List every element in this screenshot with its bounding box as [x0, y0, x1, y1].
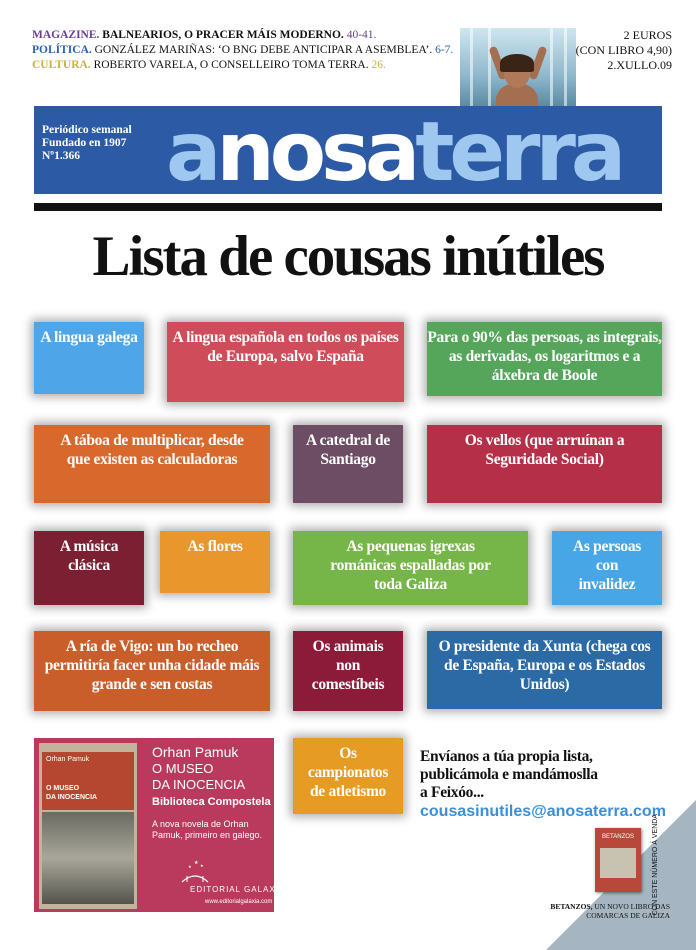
list-item: As flores: [160, 531, 270, 593]
book-cover-title: [46, 784, 97, 802]
cta-line: publicámola e mandámoslla: [420, 766, 598, 783]
publisher-logo-icon: [178, 858, 212, 884]
promo-side-text: CON ESTE NÚMERO Á VENDA: [652, 814, 659, 916]
price-with-book: (CON LIBRO 4,90): [575, 43, 672, 57]
main-headline: Lista de cousas inútiles: [92, 225, 604, 288]
teaser-headline: BALNEARIOS, O PRACER MÁIS MODERNO.: [99, 29, 344, 41]
masthead-info: [42, 124, 132, 163]
list-item: Para o 90% das persoas, as integrais, as derivadas, os logaritmos e a álxebra de Boole: [427, 322, 662, 396]
book-title-line: DA INOCENCIA: [152, 777, 246, 792]
book-note: A nova novela de Orhan Pamuk, primeiro en galego.: [152, 819, 263, 840]
list-item: As pequenas igrexas románicas espalladas por toda Galiza: [293, 531, 528, 605]
cta-email-link[interactable]: cousasinutiles@anosaterra.com: [420, 803, 666, 820]
teaser-section: MAGAZINE.: [32, 29, 100, 41]
list-item: Os campionatos de atletismo: [293, 738, 403, 814]
list-item: Os animais non comestíbeis: [293, 631, 403, 711]
cta-text: [420, 748, 598, 802]
book-collection: Biblioteca Compostela: [152, 796, 271, 808]
list-item: A música clásica: [34, 531, 144, 605]
issue-date: 2.XULLO.09: [607, 58, 672, 72]
list-item: A táboa de multiplicar, desde que existen as calculadoras: [34, 425, 270, 503]
svg-text:★: ★: [188, 864, 192, 869]
cover-title-line: DA INOCENCIA: [46, 794, 98, 801]
teaser-section: POLÍTICA.: [32, 44, 92, 56]
masthead-logo[interactable]: [166, 105, 622, 200]
promo-book-title: BETANZOS: [602, 834, 634, 840]
book-title-line: O MUSEO: [152, 761, 214, 776]
teaser-headline: ROBERTO VARELA, O CONSELLEIRO TOMA TERRA.: [90, 59, 369, 71]
list-item: O presidente da Xunta (chega cos de España, Europa e os Estados Unidos): [427, 631, 662, 709]
list-item: A lingua española en todos os países de Europa, salvo España: [167, 322, 404, 402]
teaser-pages: 6-7.: [432, 44, 454, 56]
list-item: A catedral de Santiago: [293, 425, 403, 503]
book-url[interactable]: www.editorialgalaxia.com: [205, 899, 273, 905]
cta-line: Envíanos a túa propia lista,: [420, 748, 593, 765]
teaser-magazine[interactable]: [32, 28, 376, 43]
logo-nosa: nosa: [216, 105, 416, 200]
book-ad-text: [152, 744, 271, 841]
price-box: [576, 28, 672, 73]
promo-caption-title: BETANZOS,: [550, 902, 593, 911]
teaser-section: CULTURA.: [32, 59, 91, 71]
book-publisher: EDITORIAL GALAXIA: [190, 885, 286, 894]
book-cover-author: Orhan Pamuk: [46, 756, 90, 763]
masthead-weekly: Periódico semanal: [42, 124, 132, 136]
list-item: As persoas con invalidez: [552, 531, 662, 605]
list-item: Os vellos (que arruínan a Seguridade Social): [427, 425, 662, 503]
teaser-pages: 26.: [368, 59, 386, 71]
masthead-issue: Nº1.366: [42, 150, 80, 162]
promo-caption-text: UN NOVO LIBRO DAS COMARCAS DE GALIZA: [586, 902, 670, 920]
promo-caption: [540, 902, 670, 920]
book-cover-photo: [42, 812, 134, 904]
teaser-cultura[interactable]: [32, 58, 386, 73]
cta-line: a Feixóo...: [420, 784, 484, 801]
teaser-headline: GONZÁLEZ MARIÑAS: ‘O BNG DEBE ANTICIPAR A ASEMBLEA’.: [91, 44, 433, 56]
list-item: A lingua galega: [34, 322, 144, 394]
divider-rule: [34, 203, 662, 211]
cover-title-line: O MUSEO: [46, 785, 80, 792]
teaser-pages: 40-41.: [343, 29, 377, 41]
svg-text:★: ★: [194, 860, 199, 866]
promo-book-image: [600, 848, 636, 878]
book-author: Orhan Pamuk: [152, 744, 239, 760]
svg-text:★: ★: [200, 863, 204, 868]
logo-a: a: [166, 105, 217, 200]
masthead-founded: Fundado en 1907: [42, 137, 127, 149]
cover-photo-spa: [460, 28, 576, 114]
teaser-politica[interactable]: [32, 43, 453, 58]
price-line: 2 EUROS: [623, 28, 672, 42]
logo-terra: terra: [415, 105, 622, 200]
list-item: A ría de Vigo: un bo recheo permitiría facer unha cidade máis grande e sen costas: [34, 631, 270, 711]
